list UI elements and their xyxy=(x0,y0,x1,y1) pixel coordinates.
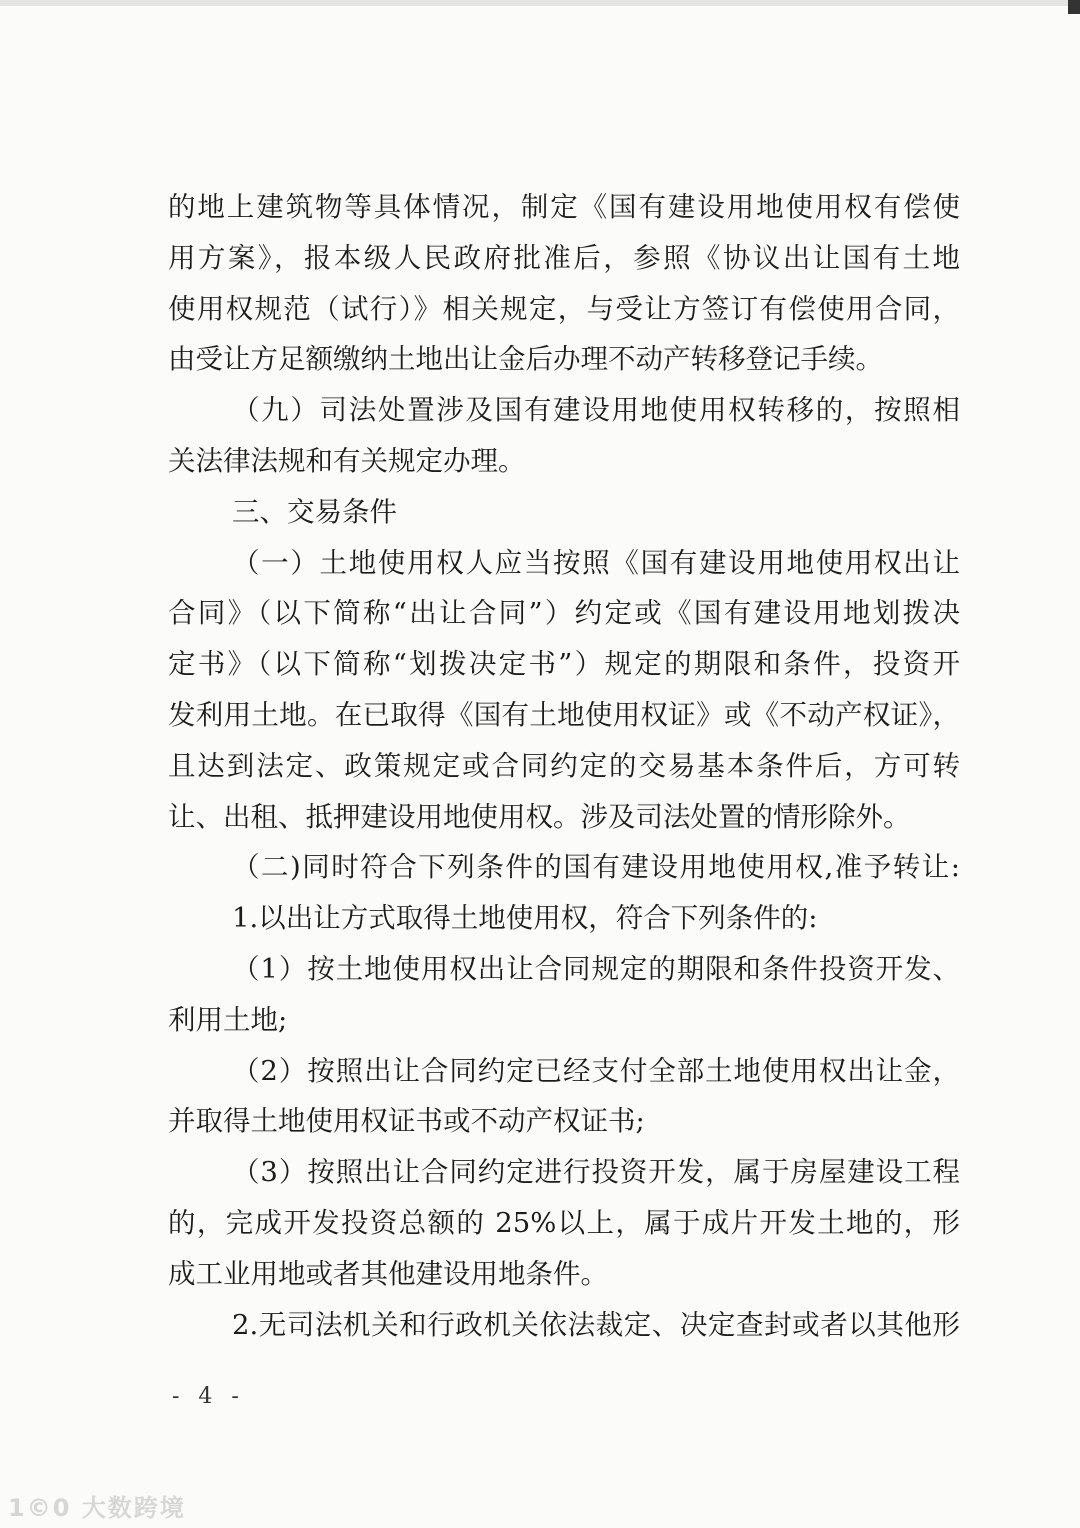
text-line: 使用权规范（试行）》相关规定，与受让方签订有偿使用合同， xyxy=(168,292,960,325)
text-line: 且达到法定、政策规定或合同约定的交易基本条件后，方可转 xyxy=(168,749,960,782)
text-line: 定书》（以下简称“划拨决定书”）规定的期限和条件，投资开 xyxy=(168,648,960,681)
text-line: 用方案》，报本级人民政府批准后，参照《协议出让国有土地 xyxy=(168,241,960,274)
watermark-logo: 1©0 大数跨境 xyxy=(8,1494,186,1522)
text-line: 成工业用地或者其他建设用地条件。 xyxy=(168,1257,608,1290)
page-number: - 4 - xyxy=(172,1384,245,1409)
text-line: 让、出租、抵押建设用地使用权。涉及司法处置的情形除外。 xyxy=(168,800,911,833)
text-line: 并取得土地使用权证书或不动产权证书; xyxy=(168,1105,645,1138)
text-line: 合同》（以下简称“出让合同”）约定或《国有建设用地划拨决 xyxy=(168,597,960,630)
document-body xyxy=(168,182,960,1350)
text-line: 三、交易条件 xyxy=(232,495,397,528)
text-line: 利用土地; xyxy=(168,1003,288,1036)
text-line: （2）按照出让合同约定已经支付全部土地使用权出让金， xyxy=(232,1054,960,1087)
text-line: 的，完成开发投资总额的 25%以上，属于成片开发土地的，形 xyxy=(168,1206,960,1239)
scan-top-edge xyxy=(0,0,1080,6)
text-line: 2.无司法机关和行政机关依法裁定、决定查封或者以其他形 xyxy=(232,1308,960,1341)
text-line: （1）按土地使用权出让合同规定的期限和条件投资开发、 xyxy=(232,952,960,985)
text-line: 发利用土地。在已取得《国有土地使用权证》或《不动产权证》， xyxy=(168,698,960,731)
scan-corner-mark xyxy=(1068,0,1080,14)
text-line: 由受让方足额缴纳土地出让金后办理不动产转移登记手续。 xyxy=(168,343,883,376)
text-line: （九）司法处置涉及国有建设用地使用权转移的，按照相 xyxy=(232,394,960,427)
text-line: （一）土地使用权人应当按照《国有建设用地使用权出让 xyxy=(232,546,960,579)
text-line: 1.以出让方式取得土地使用权，符合下列条件的: xyxy=(232,902,818,935)
text-line: （二)同时符合下列条件的国有建设用地使用权,准予转让: xyxy=(232,851,960,884)
text-line: （3）按照出让合同约定进行投资开发，属于房屋建设工程 xyxy=(232,1156,960,1189)
text-line: 的地上建筑物等具体情况，制定《国有建设用地使用权有偿使 xyxy=(168,191,960,223)
text-line: 关法律法规和有关规定办理。 xyxy=(168,444,526,477)
